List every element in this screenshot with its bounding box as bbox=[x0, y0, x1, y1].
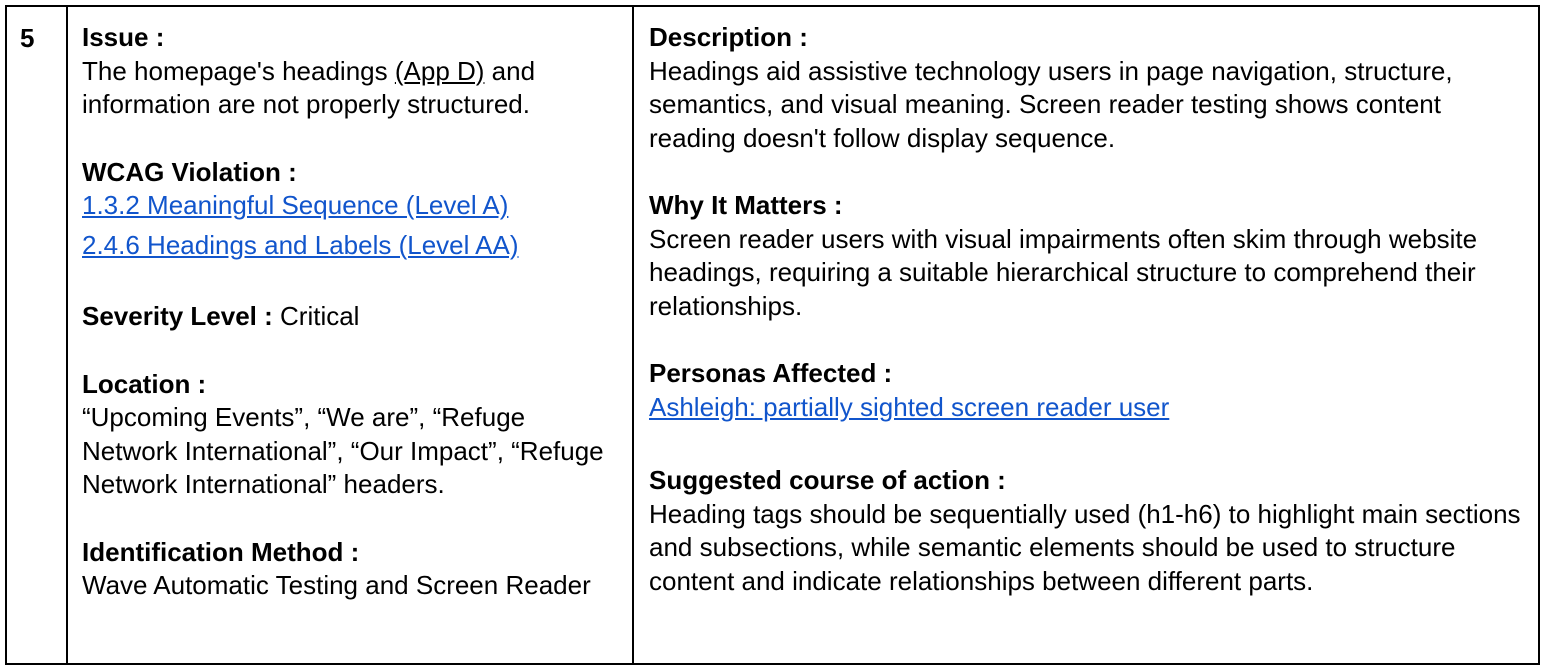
wcag-link-meaningful-sequence[interactable]: 1.3.2 Meaningful Sequence (Level A) bbox=[82, 190, 509, 220]
severity-label: Severity Level : bbox=[82, 301, 273, 331]
location-label: Location : bbox=[82, 368, 207, 399]
issue-label: Issue : bbox=[82, 22, 165, 52]
identification-method-label: Identification Method : bbox=[82, 536, 360, 567]
description-label: Description : bbox=[649, 22, 808, 52]
description-text: Headings aid assistive technology users in page navigation, structure, semantics, and visual meaning. Screen reader testing shows content reading doesn't follow display sequence. bbox=[649, 55, 1453, 153]
issue-text-before: The homepage's headings bbox=[82, 55, 395, 86]
why-it-matters-text: Screen reader users with visual impairments often skim through website headings, requiring a suitable hierarchical structure to comprehend their relationships. bbox=[649, 223, 1478, 321]
wcag-violation-label: WCAG Violation : bbox=[82, 156, 297, 187]
severity-value: Critical bbox=[272, 301, 360, 331]
issue-details-cell bbox=[82, 21, 627, 603]
suggested-action-label: Suggested course of action : bbox=[649, 465, 1006, 495]
issue-text-after: and information are not properly structured. bbox=[82, 55, 536, 119]
column-divider-2 bbox=[632, 5, 634, 665]
identification-method-text: Wave Automatic Testing and Screen Reader bbox=[82, 570, 591, 600]
issue-text bbox=[82, 55, 627, 122]
row-number: 5 bbox=[20, 23, 35, 53]
suggested-action-text: Heading tags should be sequentially used (h1-h6) to highlight main sections and subsections, while semantic elements should be used to structure content and indicate relationships between different parts. bbox=[649, 498, 1521, 596]
personas-affected-label: Personas Affected : bbox=[649, 358, 893, 388]
wcag-link-headings-labels[interactable]: 2.4.6 Headings and Labels (Level AA) bbox=[82, 229, 519, 260]
column-divider-1 bbox=[66, 5, 68, 665]
issue-explanation-cell bbox=[649, 21, 1529, 598]
location-text: “Upcoming Events”, “We are”, “Refuge Network International”, “Our Impact”, “Refuge Network International” headers. bbox=[82, 402, 604, 499]
persona-link-ashleigh[interactable]: Ashleigh: partially sighted screen reader user bbox=[649, 391, 1170, 422]
severity-row bbox=[82, 300, 627, 334]
appendix-d-link[interactable]: (App D) bbox=[394, 55, 485, 86]
why-it-matters-label: Why It Matters : bbox=[649, 190, 843, 220]
